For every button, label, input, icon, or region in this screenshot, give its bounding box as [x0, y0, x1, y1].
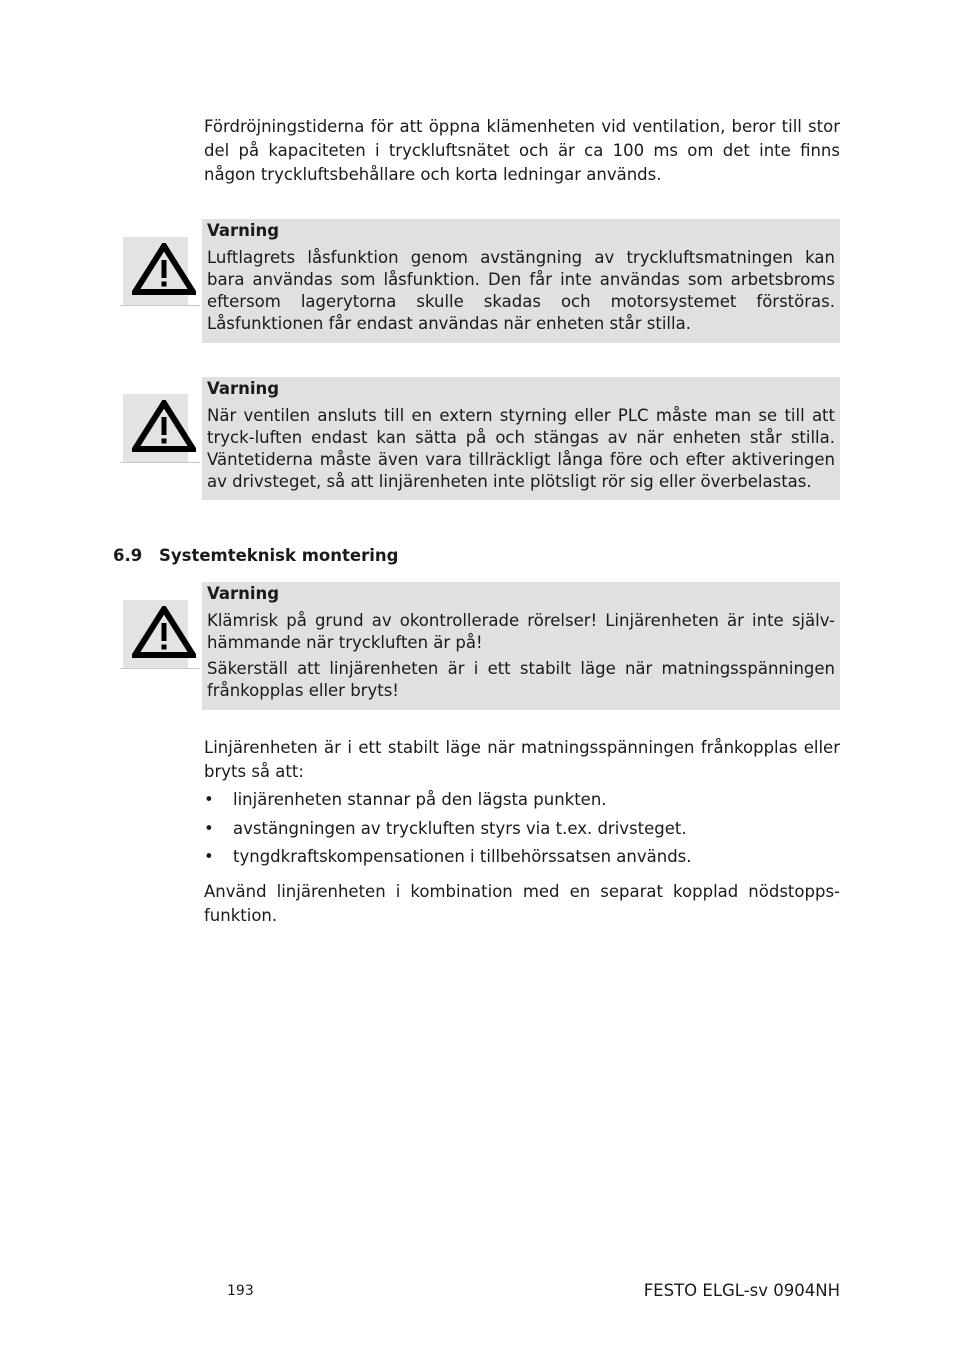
- warning-text-2: Säkerställ att linjärenheten är i ett stabilt läge när matningsspänningen frånkopplas eller bryts!: [207, 659, 835, 700]
- warning-title: Varning: [207, 584, 280, 603]
- body-paragraph: Linjärenheten är i ett stabilt läge när matningsspänningen frånkopplas eller bryts så att:: [204, 738, 840, 781]
- list-item: [204, 845, 840, 874]
- warning-text: Klämrisk på grund av okontrollerade rörelser! Linjärenheten är inte själv-hämmande när tryckluften är på!: [207, 611, 835, 652]
- warning-divider-2: [120, 462, 200, 463]
- warning-divider-3: [120, 668, 200, 669]
- warning-box-2: [202, 377, 840, 500]
- section-title: Systemteknisk montering: [159, 546, 399, 565]
- list-item: [204, 788, 840, 817]
- warning-title: Varning: [207, 221, 280, 240]
- bullet-marker: •: [204, 847, 214, 866]
- warning-divider-1: [120, 305, 200, 306]
- list-item: [204, 817, 840, 846]
- warning-icon-box-2: [120, 394, 198, 462]
- warning-triangle-icon: [132, 243, 196, 295]
- list-item-text: avstängningen av tryckluften styrs via t.ex. drivsteget.: [233, 818, 687, 838]
- intro-paragraph: Fördröjningstiderna för att öppna klämenheten vid ventilation, beror till stor del på kapaciteten i tryckluftsnätet och är ca 100 ms om det inte finns någon tryckluftsbehållare och korta ledningar används.: [204, 117, 840, 184]
- warning-icon-box-3: [120, 600, 198, 668]
- warning-box-1: [202, 219, 840, 343]
- warning-title: Varning: [207, 379, 280, 398]
- bullet-list: [204, 788, 840, 874]
- page-number: 193: [227, 1283, 254, 1299]
- warning-text: Luftlagrets låsfunktion genom avstängning av tryckluftsmatningen kan bara användas som låsfunktion. Den får inte användas som arbetsbroms eftersom lagerytorna skulle skadas och motorsystemet förstöras. Låsfunktionen får endast användas när enheten står stilla.: [207, 248, 835, 333]
- warning-icon-box-1: [120, 237, 198, 305]
- warning-triangle-icon: [132, 400, 196, 452]
- warning-triangle-icon: [132, 606, 196, 658]
- bullet-marker: •: [204, 790, 214, 809]
- closing-paragraph: Använd linjärenheten i kombination med en separat kopplad nödstopps-funktion.: [204, 882, 840, 925]
- bullet-marker: •: [204, 818, 214, 838]
- warning-box-3: [202, 582, 840, 710]
- warning-text: När ventilen ansluts till en extern styrning eller PLC måste man se till att tryck-luften endast kan sätta på och stängas av när enheten står stilla. Väntetiderna måste även vara tillräckligt långa före och efter aktiveringen av drivsteget, så att linjärenheten inte plötsligt rör sig eller överbelastas.: [207, 406, 835, 491]
- section-number: 6.9: [113, 546, 143, 565]
- list-item-text: tyngdkraftskompensationen i tillbehörssatsen används.: [233, 847, 692, 866]
- document-id: FESTO ELGL-sv 0904NH: [643, 1281, 840, 1300]
- section-heading: [113, 545, 398, 567]
- list-item-text: linjärenheten stannar på den lägsta punkten.: [233, 790, 607, 809]
